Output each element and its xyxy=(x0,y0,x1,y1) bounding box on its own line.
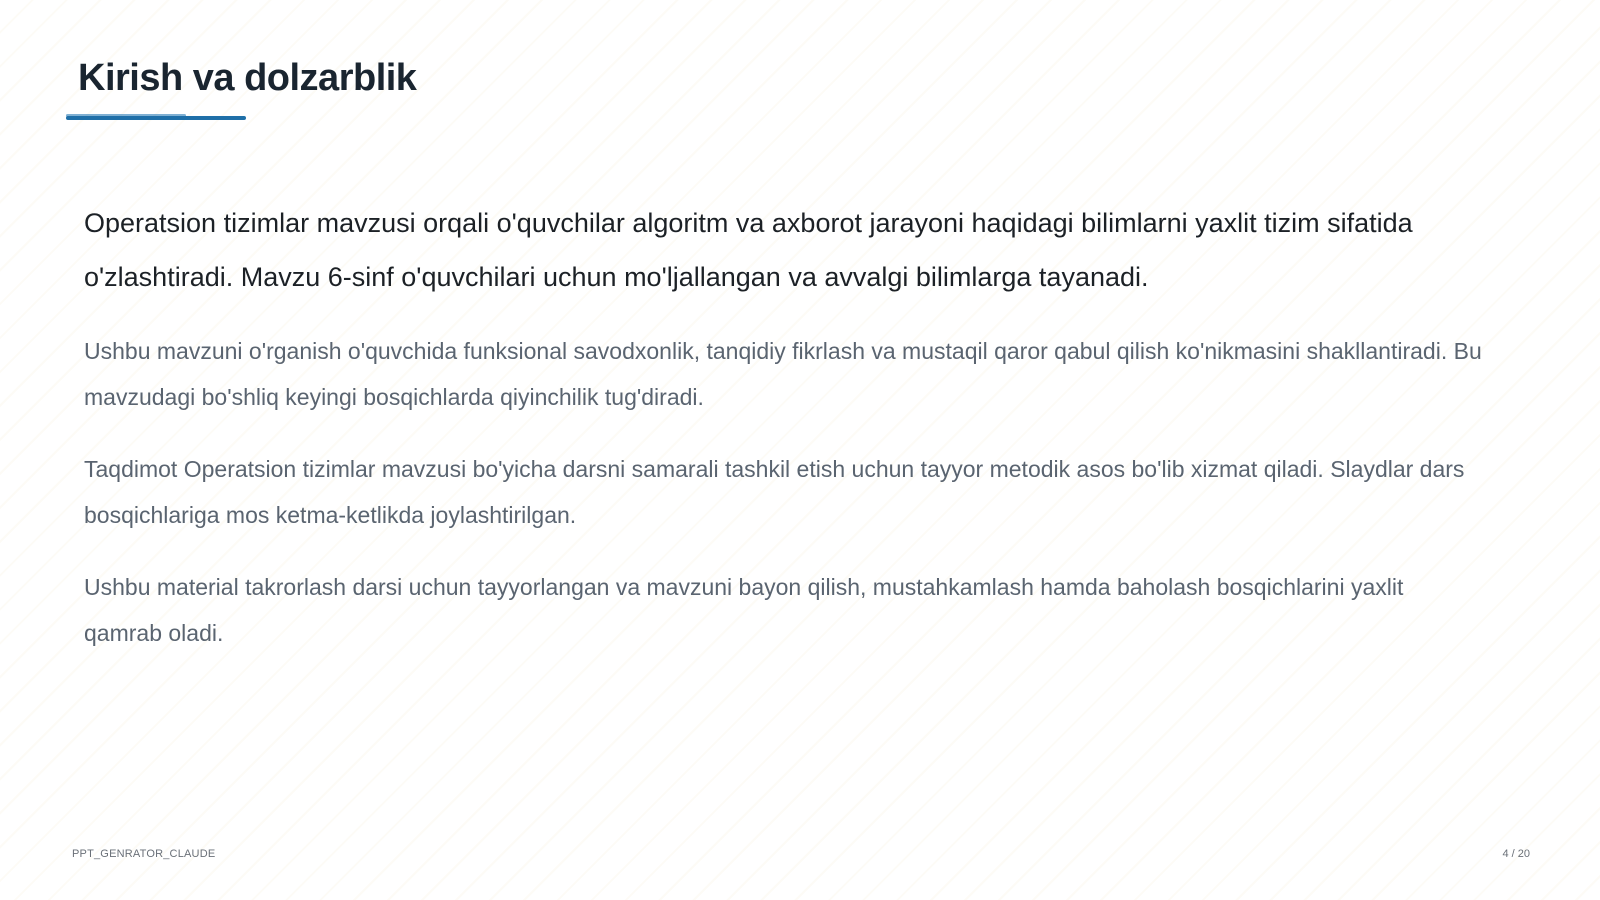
slide-title: Kirish va dolzarblik xyxy=(78,57,417,99)
title-underline-bar xyxy=(66,116,246,120)
title-block xyxy=(66,56,416,121)
slide-content xyxy=(84,196,1484,682)
body-paragraph-1: Ushbu mavzuni o'rganish o'quvchida funksional savodxonlik, tanqidiy fikrlash va mustaqil qaror qabul qilish ko'nikmasini shakllantiradi. Bu mavzudagi bo'shliq keyingi bosqichlarda qiyinchilik tug'diradi. xyxy=(84,338,1482,410)
body-paragraph-2: Taqdimot Operatsion tizimlar mavzusi bo'yicha darsni samarali tashkil etish uchun tayyor metodik asos bo'lib xizmat qiladi. Slaydlar dars bosqichlariga mos ketma-ketlikda joylashtirilgan. xyxy=(84,456,1465,528)
footer-brand: PPT_GENRATOR_CLAUDE xyxy=(72,848,216,860)
title-underline xyxy=(66,116,246,121)
page-indicator: 4 / 20 xyxy=(1502,848,1530,860)
lead-paragraph: Operatsion tizimlar mavzusi orqali o'quvchilar algoritm va axborot jarayoni haqidagi bilimlarni yaxlit tizim sifatida o'zlashtiradi. Mavzu 6-sinf o'quvchilari uchun mo'ljallangan va avvalgi bilimlarga tayanadi. xyxy=(84,208,1413,292)
body-paragraph-3: Ushbu material takrorlash darsi uchun tayyorlangan va mavzuni bayon qilish, mustahkamlash hamda baholash bosqichlarini yaxlit qamrab oladi. xyxy=(84,574,1404,646)
